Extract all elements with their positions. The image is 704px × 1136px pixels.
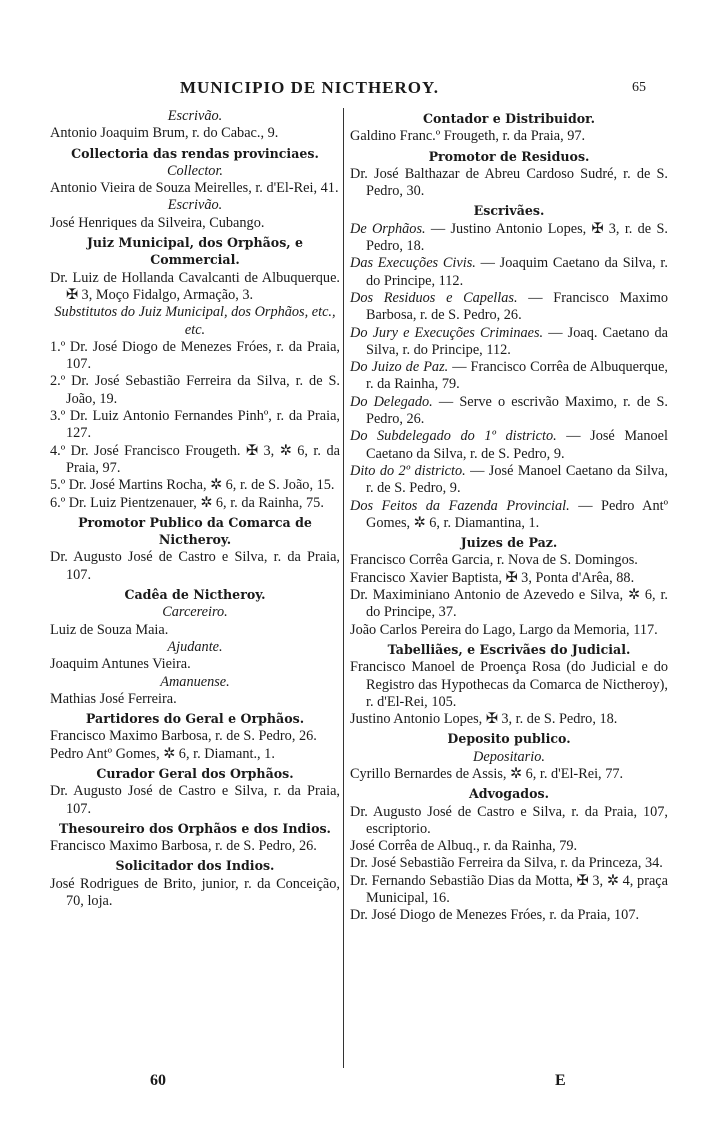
directory-entry: Dr. Augusto José de Castro e Silva, r. da Praia, 107.	[50, 549, 340, 583]
column-divider	[343, 108, 344, 1068]
left-column	[50, 108, 340, 910]
directory-entry: Francisco Maximo Barbosa, r. de S. Pedro, 26.	[50, 728, 317, 745]
section-heading: Cadêa de Nictheroy.	[124, 587, 266, 603]
entry-office: Dos Feitos da Fazenda Provincial.	[350, 497, 570, 514]
entry-office: Do Delegado.	[350, 393, 433, 410]
section-heading: Juiz Municipal, dos Orphãos, e Commercial.	[86, 235, 304, 268]
section-heading: Contador e Distribuidor.	[422, 111, 596, 126]
directory-entry: Joaquim Antunes Vieira.	[50, 656, 191, 673]
directory-entry: Dr. José Balthazar de Abreu Cardoso Sudré, r. de S. Pedro, 30.	[350, 165, 668, 200]
section-heading: Curador Geral dos Orphãos.	[96, 765, 294, 781]
role-subheading: Depositario.	[473, 748, 545, 765]
signature-mark-right: E	[555, 1072, 566, 1089]
directory-entry: Dr. Augusto José de Castro e Silva, r. da Praia, 107, escriptorio.	[350, 803, 668, 837]
directory-entry	[350, 325, 668, 360]
directory-entry: Dr. José Sebastião Ferreira da Silva, r. da Princeza, 34.	[350, 855, 663, 872]
entry-text: — Francisco Maximo Barbosa, r. de S. Pedro, 26.	[366, 289, 668, 324]
section-heading: Solicitador dos Indios.	[115, 858, 275, 874]
directory-entry	[350, 359, 668, 394]
directory-entry: Francisco Xavier Baptista, ✠ 3, Ponta d'Arêa, 88.	[350, 569, 635, 586]
entry-office: Do Juizo de Paz.	[350, 359, 449, 376]
page-number: 65	[632, 80, 646, 95]
entry-office: Dos Residuos e Capellas.	[350, 289, 518, 306]
right-column	[350, 108, 668, 925]
role-subheading: Carcereiro.	[162, 604, 228, 621]
directory-entry: Galdino Franc.º Frougeth, r. da Praia, 97.	[350, 128, 586, 145]
directory-entry: Dr. Luiz de Hollanda Cavalcanti de Albuquerque. ✠ 3, Moço Fidalgo, Armação, 3.	[50, 269, 340, 303]
entry-office: Dito do 2º districto.	[350, 462, 466, 479]
directory-entry: Francisco Corrêa Garcia, r. Nova de S. Domingos.	[350, 552, 638, 569]
directory-entry: Antonio Joaquim Brum, r. do Cabac., 9.	[50, 125, 279, 142]
directory-entry: José Corrêa de Albuq., r. da Rainha, 79.	[350, 838, 578, 855]
role-subheading: Collector.	[167, 162, 223, 179]
entry-text: — Joaquim Caetano da Silva, r. do Principe, 112.	[366, 255, 668, 289]
entry-office: Do Jury e Execuções Criminaes.	[350, 324, 544, 341]
entry-text: — Pedro Antº Gomes, ✲ 6, r. Diamantina, 1.	[366, 497, 668, 531]
entry-text: — Joaq. Caetano da Silva, r. do Principe, 112.	[366, 324, 668, 358]
entry-text: — Serve o escrivão Maximo, r. de S. Pedro, 26.	[366, 393, 668, 428]
directory-entry: Mathias José Ferreira.	[50, 690, 177, 707]
directory-entry: Dr. Maximiniano Antonio de Azevedo e Silva, ✲ 6, r. do Principe, 37.	[350, 587, 668, 621]
signature-mark-left: 60	[150, 1072, 166, 1089]
directory-entry: 6.º Dr. Luiz Pientzenauer, ✲ 6, r. da Rainha, 75.	[50, 494, 324, 511]
directory-entry: Dr. Fernando Sebastião Dias da Motta, ✠ 3, ✲ 4, praça Municipal, 16.	[350, 872, 668, 907]
section-heading: Promotor Publico da Comarca de Nictheroy.	[78, 514, 312, 548]
section-heading: Promotor de Residuos.	[428, 148, 590, 164]
directory-entry: Francisco Maximo Barbosa, r. de S. Pedro, 26.	[50, 838, 317, 855]
directory-entry: José Henriques da Silveira, Cubango.	[50, 214, 265, 231]
section-heading: Tabelliães, e Escrivães do Judicial.	[387, 641, 631, 657]
entry-office: De Orphãos.	[350, 220, 426, 237]
directory-entry	[350, 290, 668, 325]
role-subheading: Ajudante.	[167, 638, 223, 655]
directory-entry: Justino Antonio Lopes, ✠ 3, r. de S. Pedro, 18.	[350, 711, 618, 728]
directory-entry: Pedro Antº Gomes, ✲ 6, r. Diamant., 1.	[50, 745, 275, 762]
role-subheading: Escrivão.	[167, 197, 223, 214]
directory-entry: 2.º Dr. José Sebastião Ferreira da Silva, r. de S. João, 19.	[50, 373, 340, 407]
directory-entry	[350, 255, 668, 290]
section-heading: Deposito publico.	[447, 731, 571, 747]
entry-text: — Francisco Corrêa de Albuquerque, r. da Rainha, 79.	[366, 359, 668, 393]
directory-entry: 5.º Dr. José Martins Rocha, ✲ 6, r. de S. João, 15.	[50, 477, 335, 494]
role-subheading: Substitutos do Juiz Municipal, dos Orphãos, etc., etc.	[54, 304, 336, 338]
section-heading: Thesoureiro dos Orphãos e dos Indios.	[59, 820, 331, 836]
entry-text: — José Manoel Caetano da Silva, r. de S. Pedro, 9.	[366, 462, 668, 497]
directory-entry: Luiz de Souza Maia.	[50, 621, 169, 638]
directory-entry: José Rodrigues de Brito, junior, r. da Conceição, 70, loja.	[50, 875, 340, 910]
directory-entry: Dr. Augusto José de Castro e Silva, r. da Praia, 107.	[50, 783, 340, 817]
running-title: MUNICIPIO DE NICTHEROY.	[180, 78, 439, 97]
role-subheading: Escrivão.	[167, 108, 223, 124]
directory-entry: Cyrillo Bernardes de Assis, ✲ 6, r. d'El-Rei, 77.	[350, 765, 624, 782]
directory-entry: Dr. José Diogo de Menezes Fróes, r. da Praia, 107.	[350, 907, 640, 924]
directory-entry	[350, 221, 668, 256]
section-heading: Advogados.	[469, 786, 549, 802]
entry-office: Do Subdelegado do 1º districto.	[350, 428, 557, 445]
directory-entry	[350, 463, 668, 498]
directory-entry: 4.º Dr. José Francisco Frougeth. ✠ 3, ✲ 6, r. da Praia, 97.	[50, 442, 340, 476]
directory-entry	[350, 428, 668, 463]
directory-entry: João Carlos Pereira do Lago, Largo da Memoria, 117.	[350, 621, 658, 638]
directory-entry: Antonio Vieira de Souza Meirelles, r. d'El-Rei, 41.	[50, 180, 339, 197]
entry-text: — Justino Antonio Lopes, ✠ 3, r. de S. Pedro, 18.	[366, 220, 668, 255]
directory-entry	[350, 498, 668, 533]
section-heading: Collectoria das rendas provinciaes.	[71, 145, 319, 161]
section-heading: Partidores do Geral e Orphãos.	[85, 711, 305, 727]
role-subheading: Amanuense.	[160, 673, 230, 690]
entry-office: Das Execuções Civis.	[350, 255, 476, 272]
directory-entry: Francisco Manoel de Proença Rosa (do Judicial e do Registro das Hypothecas da Comarca de Nictheroy), r. d'El-Rei, 105.	[350, 659, 668, 710]
entry-text: — José Manoel Caetano da Silva, r. de S. Pedro, 9.	[366, 428, 668, 462]
directory-entry: 3.º Dr. Luiz Antonio Fernandes Pinhº, r. da Praia, 127.	[50, 408, 340, 442]
section-heading: Escrivães.	[473, 203, 545, 219]
directory-entry	[350, 394, 668, 429]
directory-entry: 1.º Dr. José Diogo de Menezes Fróes, r. da Praia, 107.	[50, 338, 340, 373]
section-heading: Juizes de Paz.	[460, 535, 558, 551]
